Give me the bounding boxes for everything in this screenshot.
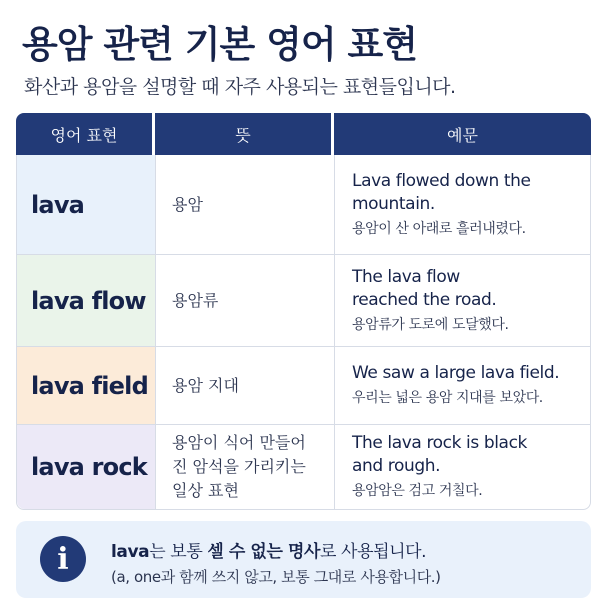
example-cell — [335, 347, 590, 424]
example-cell — [335, 155, 590, 254]
meaning-cell: 용암 지대 — [156, 347, 335, 424]
example-cell — [335, 425, 590, 509]
table-header — [16, 113, 591, 155]
meaning-cell: 용암류 — [156, 255, 335, 346]
page-subtitle: 화산과 용암을 설명할 때 자주 사용되는 표현들입니다. — [24, 76, 456, 98]
note-term: lava — [111, 542, 150, 562]
table-row — [16, 425, 591, 510]
page-title: 용암 관련 기본 영어 표현 — [22, 23, 417, 66]
term-cell: lava field — [17, 347, 156, 424]
note-text-b: 로 사용됩니다. — [320, 542, 427, 562]
example-korean: 용암류가 도로에 도달했다. — [352, 316, 509, 333]
table-row — [16, 347, 591, 425]
example-korean: 우리는 넓은 용암 지대를 보았다. — [352, 390, 543, 406]
header-meaning: 뜻 — [155, 113, 331, 155]
note-emphasis: 셀 수 없는 명사 — [207, 542, 321, 562]
info-note — [16, 521, 591, 598]
note-line-2: (a, one과 함께 쓰지 않고, 보통 그대로 사용합니다.) — [111, 568, 441, 586]
example-english: The lava flow reached the road. — [352, 266, 497, 310]
table-row — [16, 255, 591, 347]
header-example: 예문 — [334, 113, 591, 155]
note-line-1 — [111, 537, 426, 562]
example-english: Lava flowed down the mountain. — [352, 170, 531, 214]
example-korean: 용암이 산 아래로 흘러내렸다. — [352, 220, 526, 237]
info-icon: i — [40, 536, 86, 582]
meaning-cell: 용암이 식어 만들어진 암석을 가리키는 일상 표현 — [156, 425, 335, 509]
expressions-table — [16, 113, 591, 510]
meaning-cell: 용암 — [156, 155, 335, 254]
term-cell: lava rock — [17, 425, 156, 509]
term-cell: lava — [17, 155, 156, 254]
note-text-a: 는 보통 — [149, 542, 208, 562]
term-cell: lava flow — [17, 255, 156, 346]
example-cell — [335, 255, 590, 346]
example-english: The lava rock is black and rough. — [352, 433, 527, 476]
example-korean: 용암암은 검고 거칠다. — [352, 483, 483, 499]
header-expression: 영어 표현 — [16, 113, 152, 155]
table-row — [16, 155, 591, 255]
example-english: We saw a large lava field. — [352, 363, 560, 383]
